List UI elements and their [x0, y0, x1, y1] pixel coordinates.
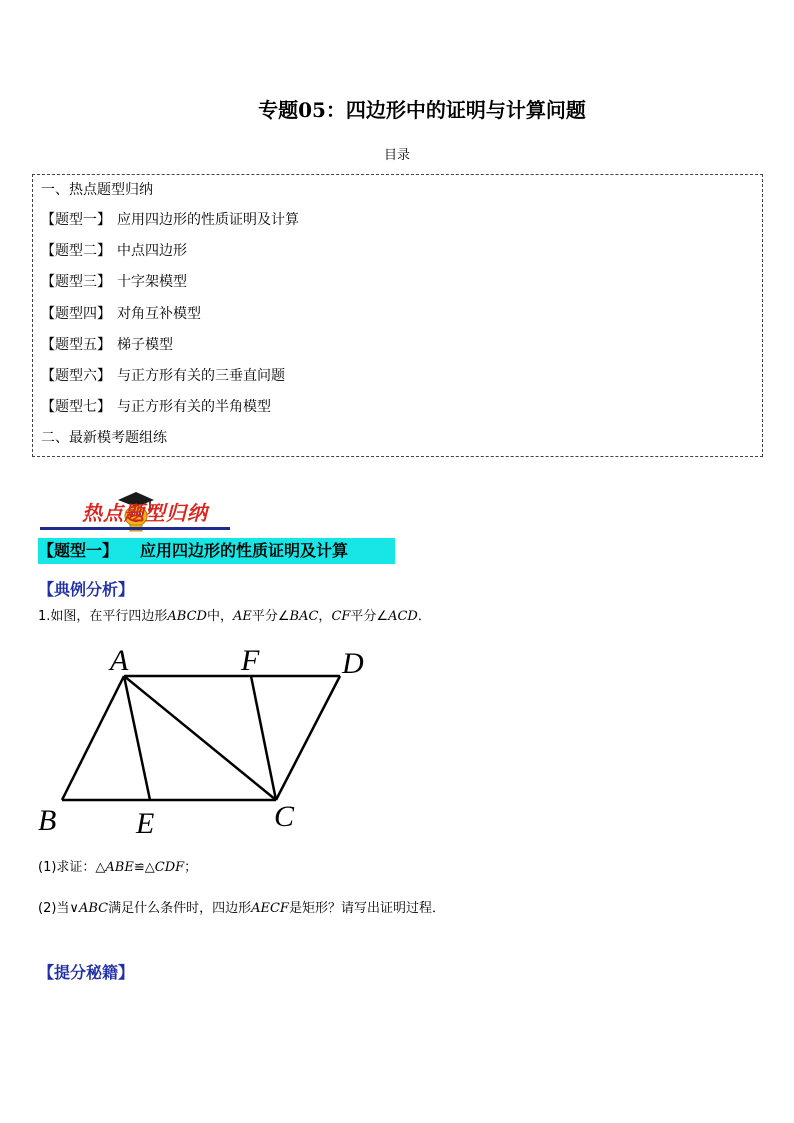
tips-heading: 【提分秘籍】	[38, 963, 135, 982]
toc-section-2[interactable]: 二、最新模考题组练	[41, 430, 167, 446]
toc-heading: 目录	[383, 148, 410, 163]
toc-item-7[interactable]	[41, 396, 271, 416]
problem-intro: 1.如图，在平行四边形ABCD中，AE平分∠BAC，CF平分∠ACD．	[38, 609, 431, 624]
toc-item-2[interactable]	[41, 240, 187, 260]
side-AB	[62, 676, 124, 800]
side-DC	[276, 676, 340, 800]
type-one-heading	[38, 538, 395, 564]
label-E: E	[136, 807, 155, 840]
type-tag: 【题型一】	[38, 541, 119, 560]
toc-item-tag: 【题型三】	[41, 274, 111, 290]
toc-item-tag: 【题型七】	[41, 399, 111, 415]
question-2: (2)当∨ABC满足什么条件时，四边形AECF是矩形？请写出证明过程．	[38, 901, 445, 916]
toc-item-label: 与正方形有关的三垂直问题	[117, 368, 285, 384]
hot-topics-banner: 热点题型归纳	[82, 501, 208, 525]
toc-section-1[interactable]: 一、热点题型归纳	[41, 182, 153, 198]
type-label: 应用四边形的性质证明及计算	[140, 541, 349, 560]
label-F: F	[241, 644, 260, 677]
toc-item-tag: 【题型一】	[41, 212, 111, 228]
toc-item-label: 对角互补模型	[117, 306, 201, 322]
toc-item-label: 中点四边形	[117, 243, 187, 259]
label-B: B	[38, 804, 57, 837]
label-A: A	[110, 644, 129, 677]
toc-item-1[interactable]	[41, 209, 299, 229]
toc-item-tag: 【题型五】	[41, 337, 111, 353]
banner-underline	[40, 527, 230, 530]
toc-item-6[interactable]	[41, 365, 285, 385]
toc-item-label: 与正方形有关的半角模型	[117, 399, 271, 415]
parallelogram-figure	[30, 640, 390, 840]
toc-item-4[interactable]	[41, 303, 201, 323]
label-C: C	[274, 800, 295, 833]
label-D: D	[342, 647, 364, 680]
toc-box	[32, 174, 763, 457]
toc-item-3[interactable]	[41, 271, 187, 291]
toc-item-tag: 【题型二】	[41, 243, 111, 259]
toc-item-tag: 【题型四】	[41, 306, 111, 322]
example-analysis-heading: 【典例分析】	[38, 580, 135, 599]
toc-item-label: 十字架模型	[117, 274, 187, 290]
toc-item-label: 梯子模型	[117, 337, 173, 353]
toc-item-tag: 【题型六】	[41, 368, 111, 384]
toc-item-label: 应用四边形的性质证明及计算	[117, 212, 299, 228]
toc-item-5[interactable]	[41, 334, 173, 354]
question-1: (1)求证：△ABE≌△CDF；	[38, 860, 198, 875]
document-title: 专题05：四边形中的证明与计算问题	[258, 98, 586, 122]
